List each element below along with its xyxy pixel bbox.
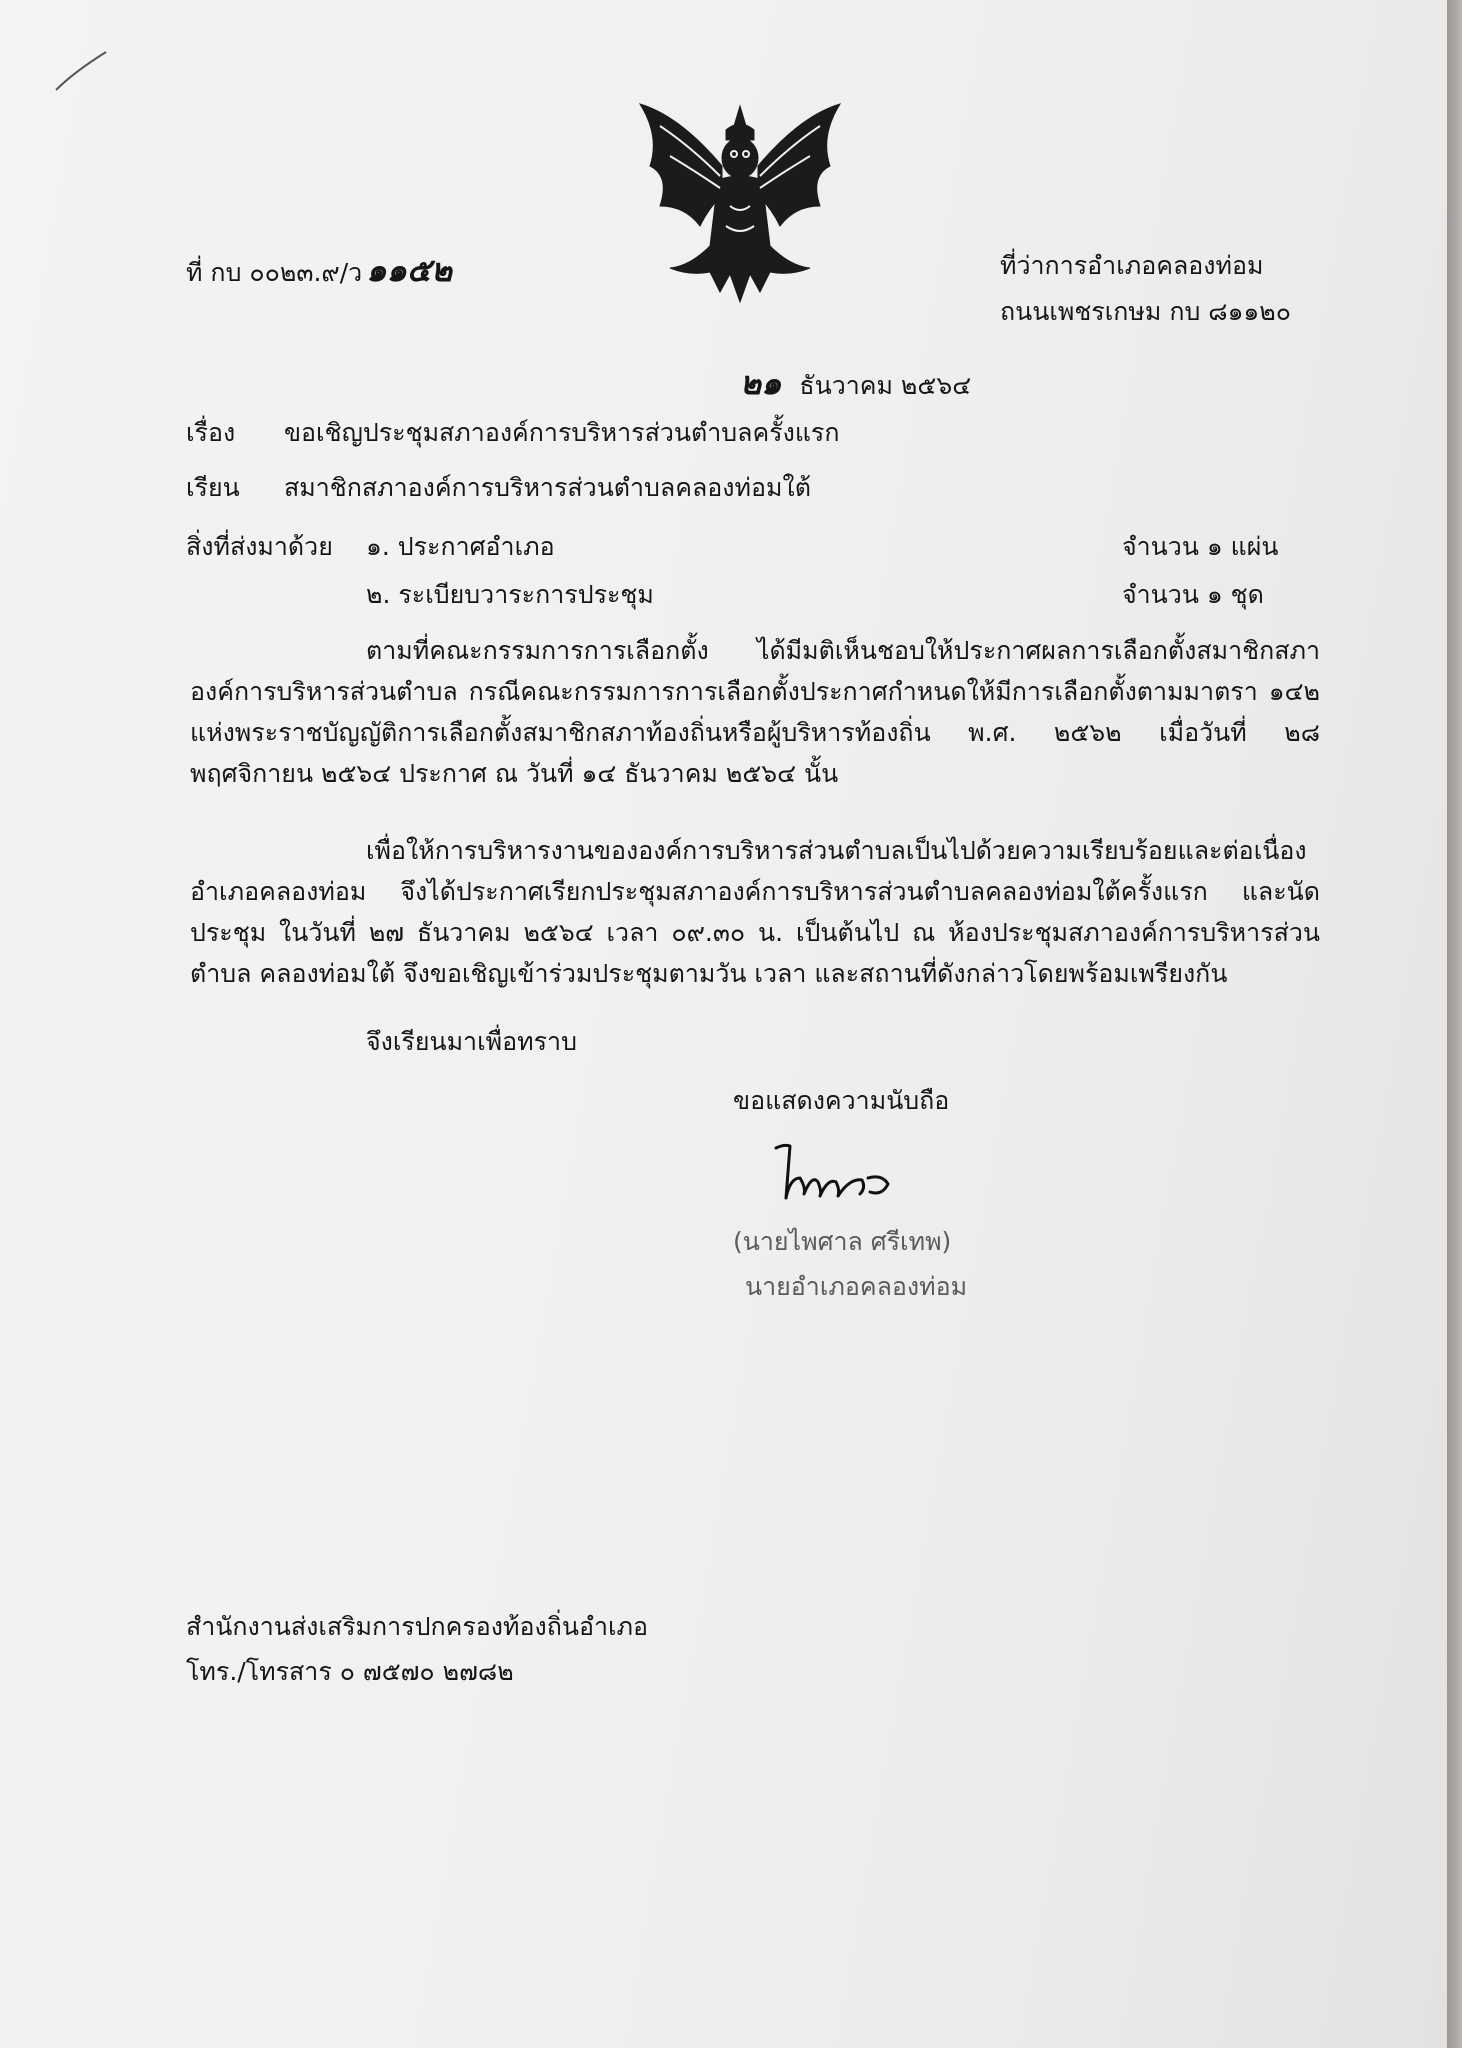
body-paragraph-1 — [190, 630, 1320, 794]
date-day-handwritten: ๒๑ — [740, 364, 782, 402]
body-paragraph-2 — [190, 830, 1320, 994]
reference-prefix: ที่ กบ ๐๐๒๓.๙/ว — [186, 258, 363, 287]
closing-line: จึงเรียนมาเพื่อทราบ — [366, 1027, 577, 1056]
footer-department: สำนักงานส่งเสริมการปกครองท้องถิ่นอำเภอ — [186, 1612, 649, 1641]
subject-line — [186, 416, 840, 450]
addressee-line — [186, 471, 811, 505]
office-address-line2: ถนนเพชรเกษม กบ ๘๑๑๒๐ — [1000, 297, 1292, 326]
handwritten-signature-icon — [770, 1138, 920, 1208]
enclosure-item-2: ๒. ระเบียบวาระการประชุม — [366, 580, 654, 609]
footer-phone: โทร./โทรสาร ๐ ๗๕๗๐ ๒๗๘๒ — [186, 1657, 514, 1686]
reference-number — [186, 253, 452, 290]
signatory-position: นายอำเภอคลองท่อม — [745, 1272, 968, 1301]
addressee-label: เรียน — [186, 473, 240, 502]
addressee-text: สมาชิกสภาองค์การบริหารส่วนตำบลคลองท่อมใต้ — [283, 473, 811, 502]
paragraph-1-rest: องค์การบริหารส่วนตำบล กรณีคณะกรรมการการเลือกตั้งประกาศกำหนดให้มีการเลือกตั้งตามมาตรา ๑๔๒ แห่งพระราชบัญญัติการเลือกตั้งสมาชิกสภาท้องถิ่นหรือผู้บริหารท้องถิ่น พ.ศ. ๒๕๖๒ เมื่อวันที่ ๒๘ พฤศจิกายน ๒๕๖๔ ประกาศ ณ วันที่ ๑๔ ธันวาคม ๒๕๖๔ นั้น — [190, 677, 1320, 788]
pen-mark-icon — [52, 46, 112, 96]
signatory-name: (นายไพศาล ศรีเทพ) — [733, 1227, 952, 1256]
date-month-year: ธันวาคม ๒๕๖๔ — [799, 371, 972, 400]
subject-label: เรื่อง — [186, 418, 236, 447]
salutation: ขอแสดงความนับถือ — [733, 1086, 950, 1115]
page-edge-shadow — [1447, 0, 1462, 2048]
office-address-line1: ที่ว่าการอำเภอคลองท่อม — [1000, 251, 1264, 280]
enclosure-qty-2: จำนวน ๑ ชุด — [1122, 580, 1264, 609]
enclosure-item-1: ๑. ประกาศอำเภอ — [366, 532, 555, 561]
enclosures-label: สิ่งที่ส่งมาด้วย — [186, 532, 333, 561]
letter-date — [740, 366, 971, 403]
reference-handwritten-number: ๑๑๕๒ — [366, 251, 453, 289]
garuda-emblem-icon — [630, 96, 850, 318]
paragraph-2-rest: อำเภอคลองท่อม จึงได้ประกาศเรียกประชุมสภาองค์การบริหารส่วนตำบลคลองท่อมใต้ครั้งแรก และนัดประชุม ในวันที่ ๒๗ ธันวาคม ๒๕๖๔ เวลา ๐๙.๓๐ น. เป็นต้นไป ณ ห้องประชุมสภาองค์การบริหารส่วนตำบล คลองท่อมใต้ จึงขอเชิญเข้าร่วมประชุมตามวัน เวลา และสถานที่ดังกล่าวโดยพร้อมเพรียงกัน — [190, 877, 1320, 988]
subject-text: ขอเชิญประชุมสภาองค์การบริหารส่วนตำบลครั้งแรก — [283, 418, 840, 447]
paragraph-2-first-line: เพื่อให้การบริหารงานขององค์การบริหารส่วนตำบลเป็นไปด้วยความเรียบร้อยและต่อเนื่อง — [366, 836, 1307, 865]
enclosure-qty-1: จำนวน ๑ แผ่น — [1122, 532, 1279, 561]
paragraph-1-first-line: ตามที่คณะกรรมการการเลือกตั้ง ได้มีมติเห็นชอบให้ประกาศผลการเลือกตั้งสมาชิกสภา — [366, 636, 1320, 665]
